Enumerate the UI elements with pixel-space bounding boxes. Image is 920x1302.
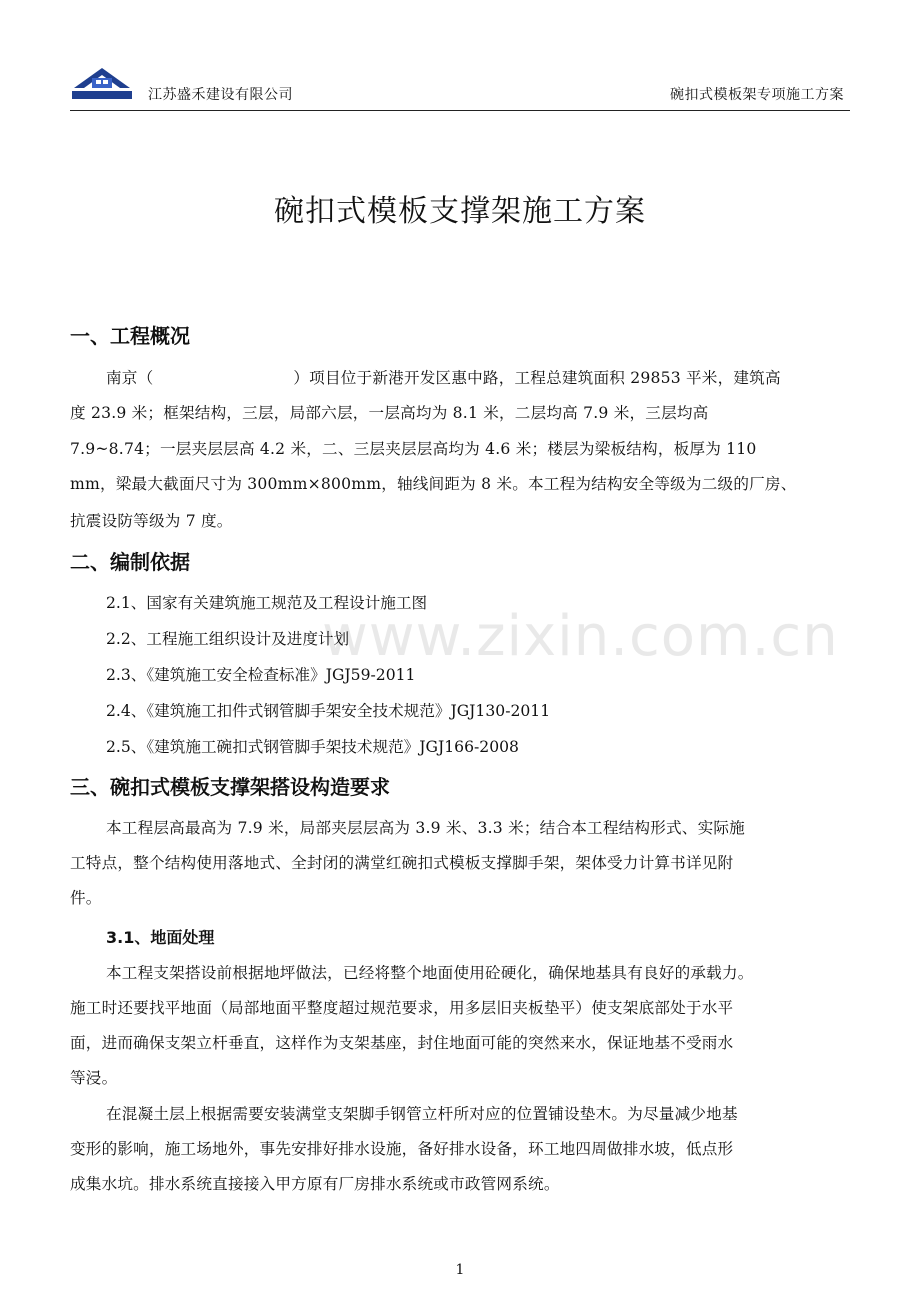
page-number: 1 [455, 1262, 465, 1278]
paragraph-line: 等浸。 [70, 1069, 118, 1087]
paragraph-line: 工特点，整个结构使用落地式、全封闭的满堂红碗扣式模板支撑脚手架，架体受力计算书详见附 [70, 854, 734, 872]
paragraph-line: 变形的影响，施工场地外，事先安排好排水设施，备好排水设备，环工地四周做排水坡，低点形 [70, 1140, 734, 1158]
paragraph-line: 施工时还要找平地面（局部地面平整度超过规范要求，用多层旧夹板垫平）使支架底部处于水平 [70, 999, 734, 1017]
watermark: www.zixin.com.cn [322, 604, 839, 669]
paragraph-line: 度 23.9 米；框架结构，三层，局部六层，一层高均为 8.1 米，二层均高 7.9 米，三层均高 [70, 404, 709, 422]
paragraph-line [106, 366, 781, 388]
paragraph-line: 在混凝土层上根据需要安装满堂支架脚手钢管立杆所对应的位置铺设垫木。为尽量减少地基 [106, 1105, 738, 1123]
paragraph-line: 面，进而确保支架立杆垂直，这样作为支架基座，封住地面可能的突然来水，保证地基不受雨水 [70, 1034, 734, 1052]
paragraph-line: 抗震设防等级为 7 度。 [70, 512, 233, 530]
section-heading-requirements: 三、碗扣式模板支撑架搭设构造要求 [70, 775, 390, 799]
paragraph-line: 本工程支架搭设前根据地坪做法，已经将整个地面使用砼硬化，确保地基具有良好的承载力。 [106, 964, 754, 982]
page-title: 碗扣式模板支撑架施工方案 [274, 194, 646, 229]
paragraph-line: 7.9~8.74；一层夹层层高 4.2 米，二、三层夹层层高均为 4.6 米；楼层为梁板结构，板厚为 110 [70, 440, 757, 458]
paragraph-line: 件。 [70, 889, 102, 907]
document-name: 碗扣式模板架专项施工方案 [670, 87, 844, 103]
list-item: 2.3、《建筑施工安全检查标准》JGJ59-2011 [106, 666, 416, 684]
list-item: 2.2、工程施工组织设计及进度计划 [106, 630, 350, 648]
company-name: 江苏盛禾建设有限公司 [148, 87, 293, 103]
list-item: 2.4、《建筑施工扣件式钢管脚手架安全技术规范》JGJ130-2011 [106, 702, 551, 720]
company-logo [70, 66, 134, 102]
paragraph-line: 本工程层高最高为 7.9 米，局部夹层层高为 3.9 米、3.3 米；结合本工程结构形式、实际施 [106, 819, 745, 837]
text-fragment: ）项目位于新港开发区惠中路，工程总建筑面积 29853 平米，建筑高 [293, 369, 781, 387]
section-heading-basis: 二、编制依据 [70, 550, 190, 574]
section-heading-overview: 一、工程概况 [70, 324, 190, 348]
text-fragment: 南京（ [106, 369, 154, 387]
list-item: 2.1、国家有关建筑施工规范及工程设计施工图 [106, 594, 428, 612]
paragraph-line: 成集水坑。排水系统直接接入甲方原有厂房排水系统或市政管网系统。 [70, 1175, 560, 1193]
subsection-heading-ground: 3.1、地面处理 [106, 928, 215, 947]
page-header [70, 66, 850, 111]
paragraph-line: mm，梁最大截面尺寸为 300mm×800mm，轴线间距为 8 米。本工程为结构安全等级为二级的厂房、 [70, 475, 797, 493]
list-item: 2.5、《建筑施工碗扣式钢管脚手架技术规范》JGJ166-2008 [106, 738, 519, 756]
